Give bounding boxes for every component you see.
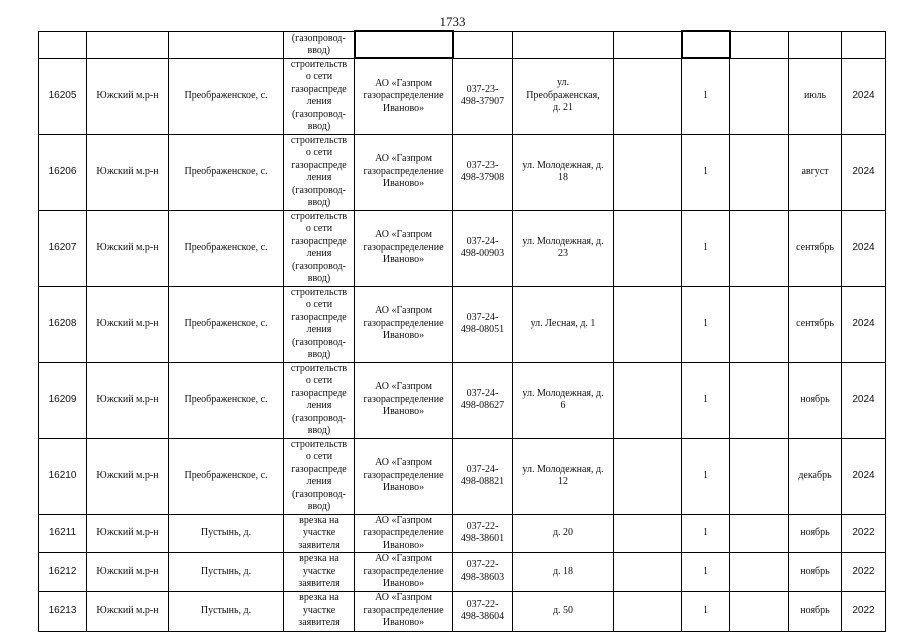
cell-org: АО «Газпром газораспределение Иваново» [355,553,453,592]
cell-month: сентябрь [789,286,842,362]
cell-district [87,31,169,58]
cell-num [39,31,87,58]
cell-count [682,31,730,58]
table-row [39,58,886,134]
cell-year: 2022 [842,591,886,631]
cell-num: 16210 [39,438,87,514]
cell-district: Южский м.р-н [87,58,169,134]
cell-district: Южский м.р-н [87,514,169,553]
cell-work: строительств о сети газораспреде ления (газопровод- ввод) [284,362,355,438]
cell-extra-2 [730,553,789,592]
cell-num: 16208 [39,286,87,362]
cell-address: д. 50 [513,591,614,631]
cell-address: ул. Преображенская, д. 21 [513,58,614,134]
cell-org: АО «Газпром газораспределение Иваново» [355,591,453,631]
cell-address: ул. Молодежная, д. 23 [513,210,614,286]
cell-month: декабрь [789,438,842,514]
cell-settlement: Преображенское, с. [169,362,284,438]
cell-settlement: Пустынь, д. [169,514,284,553]
cell-code: 037-23- 498-37907 [453,58,513,134]
cell-settlement: Преображенское, с. [169,286,284,362]
cell-settlement [169,31,284,58]
cell-extra-1 [614,553,682,592]
cell-count: 1 [682,210,730,286]
cell-extra-2 [730,286,789,362]
cell-extra-1 [614,210,682,286]
cell-work: врезка на участке заявителя [284,591,355,631]
cell-extra-1 [614,514,682,553]
cell-address: ул. Молодежная, д. 12 [513,438,614,514]
table-row [39,514,886,553]
cell-num: 16207 [39,210,87,286]
table-row [39,286,886,362]
cell-month: ноябрь [789,362,842,438]
table-body [39,31,886,631]
table-row [39,134,886,210]
cell-extra-1 [614,362,682,438]
table-row [39,438,886,514]
cell-work: врезка на участке заявителя [284,514,355,553]
cell-district: Южский м.р-н [87,362,169,438]
cell-month: август [789,134,842,210]
cell-extra-2 [730,362,789,438]
cell-settlement: Преображенское, с. [169,58,284,134]
cell-year [842,31,886,58]
cell-district: Южский м.р-н [87,553,169,592]
cell-address: д. 18 [513,553,614,592]
cell-code: 037-24- 498-08821 [453,438,513,514]
cell-month: ноябрь [789,514,842,553]
cell-count: 1 [682,514,730,553]
cell-month: сентябрь [789,210,842,286]
cell-extra-2 [730,134,789,210]
cell-org: АО «Газпром газораспределение Иваново» [355,210,453,286]
cell-extra-2 [730,514,789,553]
cell-count: 1 [682,362,730,438]
cell-extra-1 [614,31,682,58]
cell-settlement: Пустынь, д. [169,591,284,631]
cell-num: 16209 [39,362,87,438]
cell-num: 16213 [39,591,87,631]
cell-year: 2024 [842,362,886,438]
cell-address [513,31,614,58]
registry-table [38,30,886,632]
cell-extra-2 [730,31,789,58]
cell-org: АО «Газпром газораспределение Иваново» [355,438,453,514]
cell-extra-1 [614,134,682,210]
cell-month [789,31,842,58]
cell-month: ноябрь [789,553,842,592]
cell-work: строительств о сети газораспреде ления (газопровод- ввод) [284,58,355,134]
cell-extra-1 [614,438,682,514]
cell-extra-2 [730,210,789,286]
table-row [39,553,886,592]
cell-work: строительств о сети газораспреде ления (газопровод- ввод) [284,286,355,362]
cell-org: АО «Газпром газораспределение Иваново» [355,134,453,210]
cell-extra-2 [730,591,789,631]
cell-address: ул. Молодежная, д. 18 [513,134,614,210]
cell-settlement: Преображенское, с. [169,210,284,286]
cell-extra-1 [614,286,682,362]
cell-code: 037-24- 498-08051 [453,286,513,362]
cell-month: июль [789,58,842,134]
cell-count: 1 [682,553,730,592]
cell-settlement: Преображенское, с. [169,134,284,210]
cell-district: Южский м.р-н [87,210,169,286]
cell-org: АО «Газпром газораспределение Иваново» [355,286,453,362]
cell-num: 16211 [39,514,87,553]
cell-num: 16206 [39,134,87,210]
cell-settlement: Преображенское, с. [169,438,284,514]
cell-work: (газопровод- ввод) [284,31,355,58]
cell-count: 1 [682,134,730,210]
cell-address: ул. Молодежная, д. 6 [513,362,614,438]
page-number: 1733 [439,14,466,29]
cell-year: 2024 [842,210,886,286]
cell-code: 037-23- 498-37908 [453,134,513,210]
cell-count: 1 [682,58,730,134]
cell-work: строительств о сети газораспреде ления (газопровод- ввод) [284,210,355,286]
cell-count: 1 [682,591,730,631]
cell-district: Южский м.р-н [87,591,169,631]
cell-year: 2022 [842,553,886,592]
cell-num: 16205 [39,58,87,134]
cell-count: 1 [682,286,730,362]
cell-work: врезка на участке заявителя [284,553,355,592]
cell-work: строительств о сети газораспреде ления (газопровод- ввод) [284,438,355,514]
cell-code: 037-22- 498-38604 [453,591,513,631]
cell-code: 037-24- 498-00903 [453,210,513,286]
cell-code: 037-24- 498-08627 [453,362,513,438]
cell-settlement: Пустынь, д. [169,553,284,592]
cell-extra-1 [614,591,682,631]
cell-year: 2024 [842,58,886,134]
cell-org: АО «Газпром газораспределение Иваново» [355,58,453,134]
cell-org: АО «Газпром газораспределение Иваново» [355,514,453,553]
cell-district: Южский м.р-н [87,438,169,514]
table-row [39,362,886,438]
cell-year: 2024 [842,134,886,210]
cell-code: 037-22- 498-38601 [453,514,513,553]
continued-row [39,31,886,58]
cell-address: д. 20 [513,514,614,553]
cell-district: Южский м.р-н [87,286,169,362]
cell-work: строительств о сети газораспреде ления (газопровод- ввод) [284,134,355,210]
cell-district: Южский м.р-н [87,134,169,210]
cell-month: ноябрь [789,591,842,631]
cell-extra-2 [730,58,789,134]
table-row [39,210,886,286]
cell-extra-2 [730,438,789,514]
table-row [39,591,886,631]
cell-code: 037-22- 498-38603 [453,553,513,592]
cell-org: АО «Газпром газораспределение Иваново» [355,362,453,438]
cell-year: 2024 [842,286,886,362]
cell-num: 16212 [39,553,87,592]
cell-extra-1 [614,58,682,134]
cell-year: 2022 [842,514,886,553]
cell-count: 1 [682,438,730,514]
cell-code [453,31,513,58]
cell-address: ул. Лесная, д. 1 [513,286,614,362]
cell-year: 2024 [842,438,886,514]
cell-org [355,31,453,58]
